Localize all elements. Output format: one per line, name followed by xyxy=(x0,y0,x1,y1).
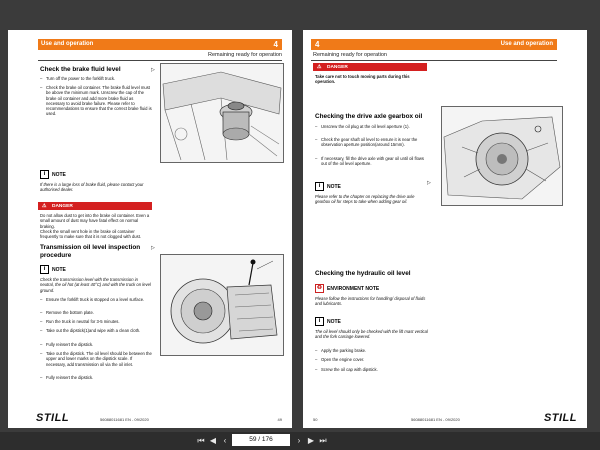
hydraulic-title: Checking the hydraulic oil level xyxy=(315,270,411,277)
list-item: – Screw the oil cap with dipstick. xyxy=(315,367,378,372)
subheader: Remaining ready for operation xyxy=(208,52,282,58)
note-label: i NOTE xyxy=(40,265,66,274)
note-label: i NOTE xyxy=(315,317,341,326)
list-item: – If necessary, fill the drive axle with gear oil until oil flows out of the oil level aperture. xyxy=(315,156,425,167)
page-number-input[interactable]: 59 / 176 xyxy=(232,434,290,446)
next-page-icon[interactable]: ▶ xyxy=(307,436,315,445)
list-item: – Take out the dipstick. The oil level should be between the upper and lower marks on the dipstick scale. If necessary, add transmission oil via the oil inlet. xyxy=(40,351,152,367)
doc-number: 56088011681 EN - 09/2020 xyxy=(100,417,149,422)
last-page-icon[interactable]: ⏭ xyxy=(319,436,327,445)
chapter-number: 4 xyxy=(273,40,278,49)
section-title: Use and operation xyxy=(500,41,553,47)
transmission-illustration xyxy=(160,254,284,356)
page-number: 49 xyxy=(277,417,282,422)
list-item: – Take out the dipstick(1)and wipe with a clean cloth. xyxy=(40,328,141,333)
subheader: Remaining ready for operation xyxy=(313,52,387,58)
note-text: Please refer to the chapter on replacing the drive axle gearbox oil for steps to take when adding gear oil. xyxy=(315,194,415,205)
danger-banner: ⚠ DANGER xyxy=(313,63,427,71)
note-label: i NOTE xyxy=(315,182,341,191)
right-page xyxy=(303,30,587,428)
first-page-icon[interactable]: ⏮ xyxy=(197,436,205,445)
danger-text: Check the small vent hole in the brake oil container frequently to make sure that it is not clogged with dust. xyxy=(40,229,142,240)
info-icon: i xyxy=(315,182,324,191)
note-text: Check the transmission level with the transmission in neutral, the oil hot (at least 40°C) and with the truck on level ground. xyxy=(40,277,151,293)
info-icon: i xyxy=(315,317,324,326)
doc-number: 56088011681 EN - 09/2020 xyxy=(411,417,460,422)
note-text: If there is a large loss of brake fluid, please contact your authorised dealer. xyxy=(40,182,144,193)
env-note-text: Please follow the instructions for handling/ disposal of fluids and lubricants. xyxy=(315,296,426,307)
section-title: Use and operation xyxy=(41,41,94,47)
drive-axle-illustration xyxy=(441,106,563,206)
divider xyxy=(311,60,557,61)
page-header xyxy=(38,39,282,50)
list-item: – Check the gear shaft oil level to ensure it is near the observation aperture position(around 15mm). xyxy=(315,137,418,148)
page-header xyxy=(311,39,557,50)
triangle-icon: ▷ xyxy=(427,180,431,186)
info-icon: i xyxy=(40,265,49,274)
list-item: – Turn off the power to the forklift truck. xyxy=(40,76,116,81)
warning-icon: ⚠ xyxy=(42,203,47,209)
danger-text: Do not allow dust to get into the brake oil container. Even a small amount of dust may have fatal effect on normal braking. xyxy=(40,213,150,229)
page-number: 50 xyxy=(313,417,318,422)
danger-banner: ⚠ DANGER xyxy=(38,202,152,210)
list-item: – Unscrew the oil plug at the oil level aperture (1). xyxy=(315,124,410,129)
still-logo: STILL xyxy=(543,412,577,424)
chapter-number: 4 xyxy=(315,40,320,49)
warning-icon: ⚠ xyxy=(317,64,322,70)
divider xyxy=(38,60,282,61)
list-item: – Apply the parking brake. xyxy=(315,348,367,353)
recycle-icon: ♻ xyxy=(316,285,323,291)
note-label: i NOTE xyxy=(40,170,66,179)
next-icon[interactable]: › xyxy=(297,436,301,445)
triangle-icon: ▷ xyxy=(151,67,155,73)
viewer-toolbar xyxy=(0,432,600,450)
left-page xyxy=(8,30,292,428)
list-item: – Check the brake oil container. The brake fluid level must be above the minimum mark. Unscrew the cap of the brake oil container and add more brake fluid as necessary to avoid brake failure. Please refer to recommendations to ensure that the correct brake fluid is used. xyxy=(40,85,152,117)
transmission-title: Transmission oil level inspection procedure xyxy=(40,244,141,259)
list-item: – Fully reinsert the dipstick. xyxy=(40,375,94,380)
still-logo: STILL xyxy=(36,412,70,424)
info-icon: i xyxy=(40,170,49,179)
prev-page-icon[interactable]: ◀ xyxy=(209,436,217,445)
triangle-icon: ▷ xyxy=(151,245,155,251)
prev-icon[interactable]: ‹ xyxy=(223,436,227,445)
list-item: – Open the engine cover. xyxy=(315,357,365,362)
list-item: – Run the truck in neutral for 3-5 minutes. xyxy=(40,319,120,324)
list-item: – Fully reinsert the dipstick. xyxy=(40,342,94,347)
drive-axle-title: Checking the drive axle gearbox oil xyxy=(315,113,423,120)
note-text: The oil level should only be checked with the lift mast vertical and the fork carriage lowered. xyxy=(315,329,428,340)
env-note-label: ♻ ENVIRONMENT NOTE xyxy=(316,285,380,292)
brake-fluid-illustration xyxy=(160,63,284,163)
danger-text: Take care not to touch moving parts during this operation. xyxy=(315,74,410,85)
list-item: – Ensure the forklift truck is stopped on a level surface. xyxy=(40,297,145,302)
list-item: – Remove the bottom plate. xyxy=(40,310,94,315)
brake-title: Check the brake fluid level xyxy=(40,66,121,73)
